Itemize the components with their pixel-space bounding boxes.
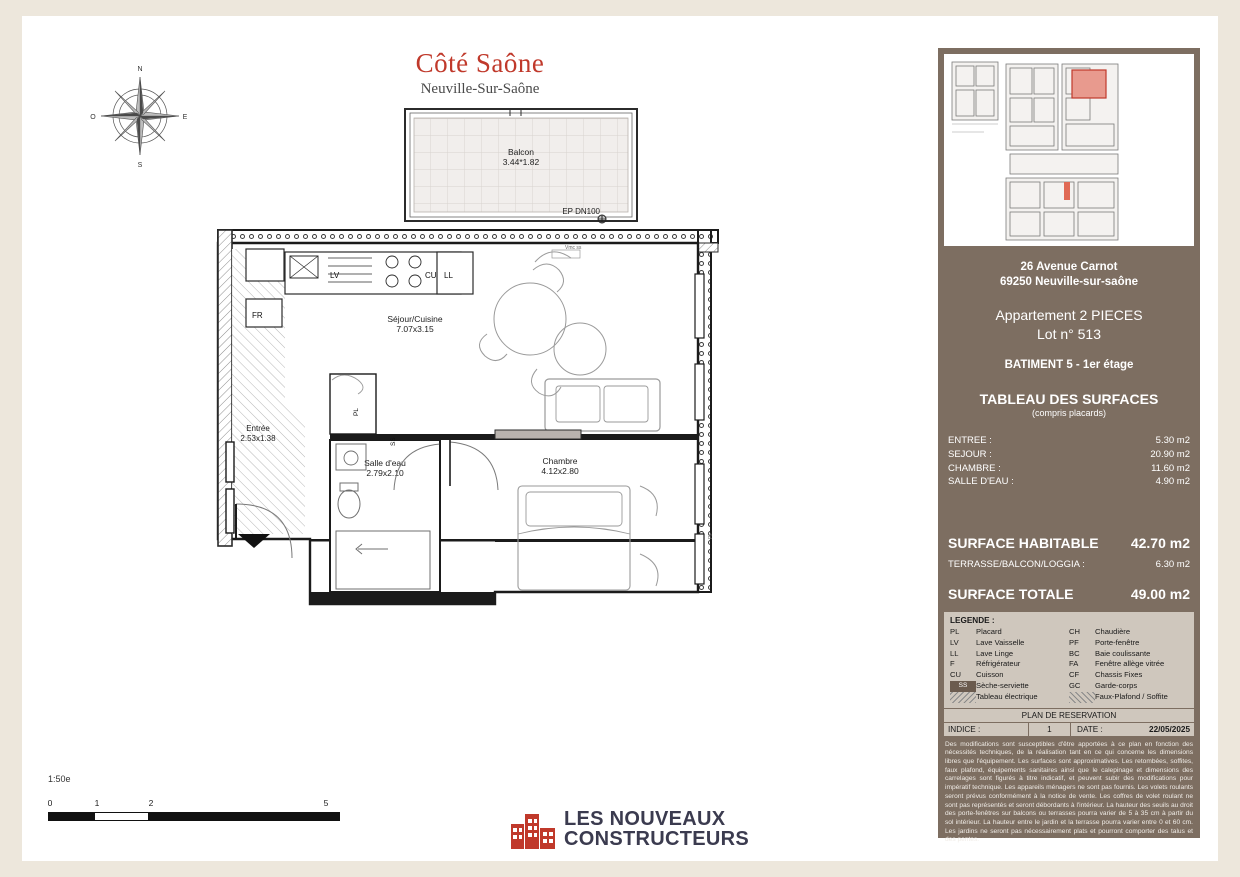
surface-value: 5.30 m2: [1155, 435, 1190, 447]
svg-text:3.44*1.82: 3.44*1.82: [502, 157, 540, 167]
svg-text:Chambre: Chambre: [542, 456, 578, 466]
svg-text:Salle d'eau: Salle d'eau: [364, 458, 406, 468]
surface-habitable-value: 42.70 m2: [1130, 535, 1190, 552]
logo-line-2: CONSTRUCTEURS: [564, 828, 750, 850]
legend-text: Tableau électrique: [976, 691, 1038, 701]
surface-table-title: TABLEAU DES SURFACES: [979, 391, 1159, 408]
address-line-1: 26 Avenue Carnot: [1020, 261, 1118, 273]
svg-text:E: E: [182, 114, 188, 121]
svg-text:4.12x2.80: 4.12x2.80: [541, 466, 579, 476]
legend-code: PF: [1069, 637, 1079, 647]
legend-code: FA: [1069, 659, 1079, 669]
surface-terrasse: [948, 559, 1190, 570]
surface-label: SEJOUR :: [948, 448, 992, 460]
surface-totale-value: 49.00 m2: [1130, 586, 1190, 603]
legend-code: F: [950, 659, 955, 669]
date-value: 22/05/2025: [1149, 724, 1190, 734]
svg-text:Balcon: Balcon: [508, 147, 534, 157]
legend-code: PL: [950, 627, 960, 637]
surface-label: CHAMBRE :: [948, 462, 1001, 474]
surface-table-subtitle: (compris placards): [1031, 408, 1107, 419]
legend-code: SS: [950, 681, 976, 692]
svg-text:PF: PF: [708, 532, 714, 539]
legend-text: Fenêtre allège vitrée: [1095, 659, 1165, 669]
surface-row: [948, 475, 1190, 489]
legend-box: [944, 612, 1194, 707]
legend-text: Porte-fenêtre: [1095, 637, 1140, 647]
legend-code: CU: [950, 670, 961, 680]
surface-row: [948, 448, 1190, 462]
legend-item: [1069, 649, 1188, 660]
surface-label: SALLE D'EAU :: [948, 476, 1014, 488]
legend-item: [950, 649, 1069, 660]
legend-item: [1069, 659, 1188, 670]
scale-tick-3: 5: [323, 798, 329, 808]
svg-text:LV: LV: [330, 271, 340, 280]
legend-swatch-tableau-electrique: [950, 692, 976, 703]
surface-totale: [948, 586, 1190, 602]
surface-terrasse-value: 6.30 m2: [1155, 559, 1190, 571]
surface-list: [948, 434, 1190, 489]
plan-reservation-label: PLAN DE RESERVATION: [944, 708, 1194, 722]
legend-title: LEGENDE :: [950, 616, 995, 626]
project-address: [938, 260, 1200, 290]
surface-label: ENTREE :: [948, 435, 992, 447]
surface-row: [948, 434, 1190, 448]
svg-text:N: N: [137, 66, 143, 73]
legend-column-right: [1069, 627, 1188, 702]
scale-tick-1: 1: [94, 798, 100, 808]
legend-code: CH: [1069, 627, 1080, 637]
svg-text:7.07x3.15: 7.07x3.15: [396, 324, 434, 334]
legend-code: BC: [1069, 648, 1080, 658]
legend-text: Réfrigérateur: [976, 659, 1021, 669]
apartment-info: [938, 306, 1200, 345]
svg-text:S: S: [137, 162, 143, 169]
disclaimer-text: Des modifications sont susceptibles d'être apportées à ce plan en fonction des nécessités techniques, de la réalisation tant en ce qui concerne les dimensions libres que l'équipement. Les surfaces sont approximatives. Les retombées, soffites, faux plafond, équipements sanitaires ainsi que le calepinage et dimensions des carrelages sont figurés à titre indicatif, et peuvent subir des modifications pour impératif technique. Les appareils ménagers ne sont pas fournis. Les volets roulants seront prévus conformément à la notice de vente. Les coffres de volet roulant ne sont pas représentés et seront débordants à l'intérieur. La hauteur des seuils au droit des porte-fenêtres sur balcons ou terrasses pourra varier de 5 à 35 cm à partir du sol intérieur. La hauteur entre le jardin et la terrasse pourra varier entre 0 et 60 cm. Les jardins ne seront pas nécessairement plats et pourront comporter des talus et des pentes.: [945, 740, 1193, 844]
plan-sheet: [22, 16, 1218, 861]
legend-item: [950, 627, 1069, 638]
logo-line-1: LES NOUVEAUX: [564, 808, 726, 830]
indice-value: 1: [1028, 723, 1071, 736]
svg-text:Séjour/Cuisine: Séjour/Cuisine: [387, 314, 443, 324]
scale-label: 1:50e: [48, 774, 71, 784]
page-title: Côté Saône: [415, 48, 545, 78]
lot-number: Lot n° 513: [1037, 326, 1101, 343]
legend-text: Baie coulissante: [1095, 648, 1151, 658]
legend-text: Placard: [976, 627, 1002, 637]
svg-text:FR: FR: [252, 311, 263, 320]
date-label: DATE :: [1077, 724, 1103, 734]
legend-item: [1069, 638, 1188, 649]
building-key-plan: [944, 54, 1194, 246]
surface-value: 4.90 m2: [1155, 476, 1190, 488]
legend-text: Chassis Fixes: [1095, 670, 1143, 680]
legend-text: Chaudière: [1095, 627, 1131, 637]
apartment-type: Appartement 2 PIECES: [995, 306, 1143, 323]
logo-buildings-icon: [510, 810, 556, 848]
svg-text:EP DN100: EP DN100: [562, 207, 600, 216]
svg-text:Entrée: Entrée: [246, 424, 270, 433]
scale-tick-0: 0: [47, 798, 53, 808]
svg-text:PL: PL: [353, 408, 360, 416]
indice-row: [944, 722, 1194, 736]
legend-code: LL: [950, 648, 959, 658]
legend-text: Lave Vaisselle: [976, 637, 1025, 647]
svg-text:LL: LL: [444, 271, 453, 280]
legend-code: GC: [1069, 681, 1081, 691]
legend-text: Garde-corps: [1095, 681, 1138, 691]
legend-text: Lave Linge: [976, 648, 1014, 658]
building-floor: BATIMENT 5 - 1er étage: [1004, 359, 1134, 372]
surface-habitable-label: SURFACE HABITABLE: [948, 535, 1099, 552]
surface-row: [948, 462, 1190, 476]
legend-text: Faux-Plafond / Soffite: [1095, 691, 1168, 701]
svg-text:SS: SS: [390, 437, 397, 446]
legend-column-left: [950, 627, 1069, 702]
address-line-2: 69250 Neuville-sur-saône: [999, 275, 1139, 288]
scale-tick-2: 2: [148, 798, 154, 808]
legend-item: [1069, 670, 1188, 681]
svg-text:2.53x1.38: 2.53x1.38: [240, 434, 276, 443]
indice-label: INDICE :: [948, 724, 981, 734]
legend-item: [1069, 692, 1188, 703]
legend-item: [950, 681, 1069, 692]
svg-text:2.79x2.10: 2.79x2.10: [366, 468, 404, 478]
legend-item: [950, 638, 1069, 649]
legend-text: Cuisson: [976, 670, 1004, 680]
legend-code: LV: [950, 637, 959, 647]
scale-bar: [48, 774, 378, 824]
surface-value: 11.60 m2: [1151, 462, 1190, 474]
legend-code: CF: [1069, 670, 1080, 680]
legend-swatch-faux-plafond: [1069, 692, 1095, 703]
info-panel: [938, 48, 1200, 844]
legend-item: [950, 692, 1069, 703]
surface-terrasse-label: TERRASSE/BALCON/LOGGIA :: [948, 559, 1085, 571]
floorplan-drawing: [40, 34, 920, 842]
surface-totale-label: SURFACE TOTALE: [948, 586, 1074, 603]
surface-value: 20.90 m2: [1150, 448, 1190, 460]
legend-text: Sèche-serviette: [976, 681, 1029, 691]
svg-text:O: O: [90, 114, 96, 121]
legend-item: [1069, 681, 1188, 692]
page-subtitle: Neuville-Sur-Saône: [420, 81, 540, 97]
company-logo: [510, 804, 790, 854]
legend-item: [1069, 627, 1188, 638]
svg-text:Vmc ss: Vmc ss: [565, 245, 582, 251]
legend-item: [950, 670, 1069, 681]
legend-item: [950, 659, 1069, 670]
surface-habitable: [948, 535, 1190, 551]
floorplan-area: [40, 34, 920, 850]
svg-text:CU: CU: [425, 271, 437, 280]
